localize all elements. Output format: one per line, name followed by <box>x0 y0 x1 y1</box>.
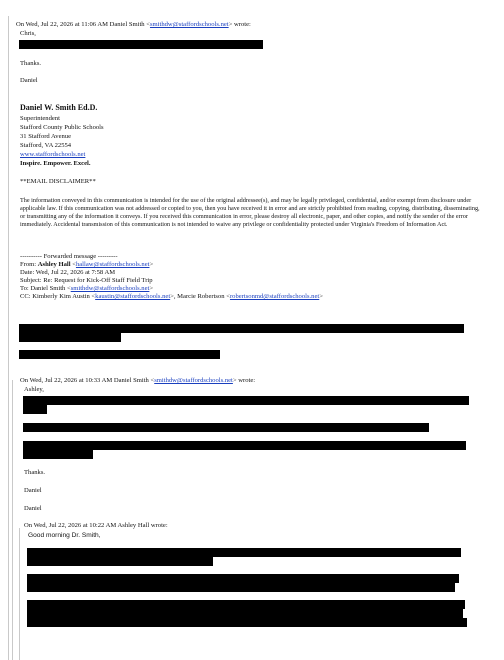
cc-email-link-2[interactable]: robertsonmd@staffordschools.net <box>229 293 320 300</box>
signature-name: Daniel W. Smith Ed.D. <box>20 103 98 112</box>
disclaimer-heading: **EMAIL DISCLAIMER** <box>20 178 96 185</box>
greeting-chris: Chris, <box>20 30 36 37</box>
quote-header-2: On Wed, Jul 22, 2026 at 10:33 AM Daniel Smith <smithdw@staffordschools.net> wrote: <box>20 377 256 384</box>
redaction-bar <box>23 423 429 432</box>
quote-header-3: On Wed, Jul 22, 2026 at 10:22 AM Ashley Hall wrote: <box>24 522 168 529</box>
cc-email-link-1[interactable]: kaustin@staffordschools.net <box>95 293 171 300</box>
quote-header-1: On Wed, Jul 22, 2026 at 11:06 AM Daniel Smith <smithdw@staffordschools.net> wrote: <box>16 21 251 28</box>
signature-org: Stafford County Public Schools <box>20 124 104 131</box>
redaction-bar <box>23 405 47 414</box>
thanks-text-2: Thanks. <box>24 469 46 476</box>
quote-line-3 <box>19 528 20 660</box>
quote-line-2 <box>12 380 13 660</box>
redaction-bar <box>27 618 467 627</box>
sender-email-link-2[interactable]: smithdw@staffordschools.net <box>154 377 233 384</box>
to-email-link[interactable]: smithdw@staffordschools.net <box>70 285 150 292</box>
redaction-bar <box>27 600 465 609</box>
redaction-bar <box>27 583 455 592</box>
forwarded-divider: ---------- Forwarded message --------- <box>20 253 118 260</box>
forwarded-cc: CC: Kimberly Kim Austin <kaustin@staffordschools.net>, Marcie Robertson <robertsonmd@staffordschools.net> <box>20 293 323 300</box>
forwarded-subject: Subject: Re: Request for Kick-Off Staff Field Trip <box>20 277 153 284</box>
signature-motto: Inspire. Empower. Excel. <box>20 160 91 167</box>
forwarded-from: From: Ashley Hall <hallaw@staffordschools.net> <box>20 261 154 268</box>
greeting-ashley: Ashley, <box>24 386 44 393</box>
sign-off-2: Daniel <box>24 487 42 494</box>
signature-website-link[interactable]: www.staffordschools.net <box>20 151 86 158</box>
redaction-bar <box>27 557 213 566</box>
sign-off: Daniel <box>20 77 38 84</box>
signature-address-1: 31 Stafford Avenue <box>20 133 72 140</box>
forwarded-date: Date: Wed, Jul 22, 2026 at 7:58 AM <box>20 269 116 276</box>
redaction-bar <box>23 396 469 405</box>
quote-line-1 <box>8 16 9 660</box>
redaction-bar <box>27 548 461 557</box>
sender-email-link[interactable]: smithdw@staffordschools.net <box>149 21 229 28</box>
disclaimer-body: The information conveyed in this communication is intended for the use of the original addressee(s), and may be legally privileged, confidential, and/or exempt from disclosure under applicable law. If this communication was not addressed or copied to you, then you have received it in error and are strictly prohibited from reading, copying, distributing, disseminating, or transmitting any of the information it conveys. If you received this communication in error, please destroy all electronic, paper, and other copies, and notify the sender of the error immediately. Accidental transmission of this communication is not intended to waive any privilege or confidentiality protected under Virginia's Freedom of Information Act. <box>20 197 480 228</box>
redaction-bar <box>27 609 463 618</box>
from-email-link[interactable]: hallaw@staffordschools.net <box>75 261 150 268</box>
redaction-bar <box>27 574 459 583</box>
redaction-bar <box>19 40 263 49</box>
sign-off-3: Daniel <box>24 505 42 512</box>
forwarded-to: To: Daniel Smith <smithdw@staffordschools.net> <box>20 285 154 292</box>
thanks-text: Thanks. <box>20 60 42 67</box>
greeting-dr-smith: Good morning Dr. Smith, <box>28 532 101 539</box>
redaction-bar <box>19 324 464 333</box>
signature-address-2: Stafford, VA 22554 <box>20 142 72 149</box>
redaction-bar <box>23 441 466 450</box>
redaction-bar <box>23 450 93 459</box>
redaction-bar <box>19 333 121 342</box>
signature-title: Superintendent <box>20 115 60 122</box>
redaction-bar <box>19 350 220 359</box>
